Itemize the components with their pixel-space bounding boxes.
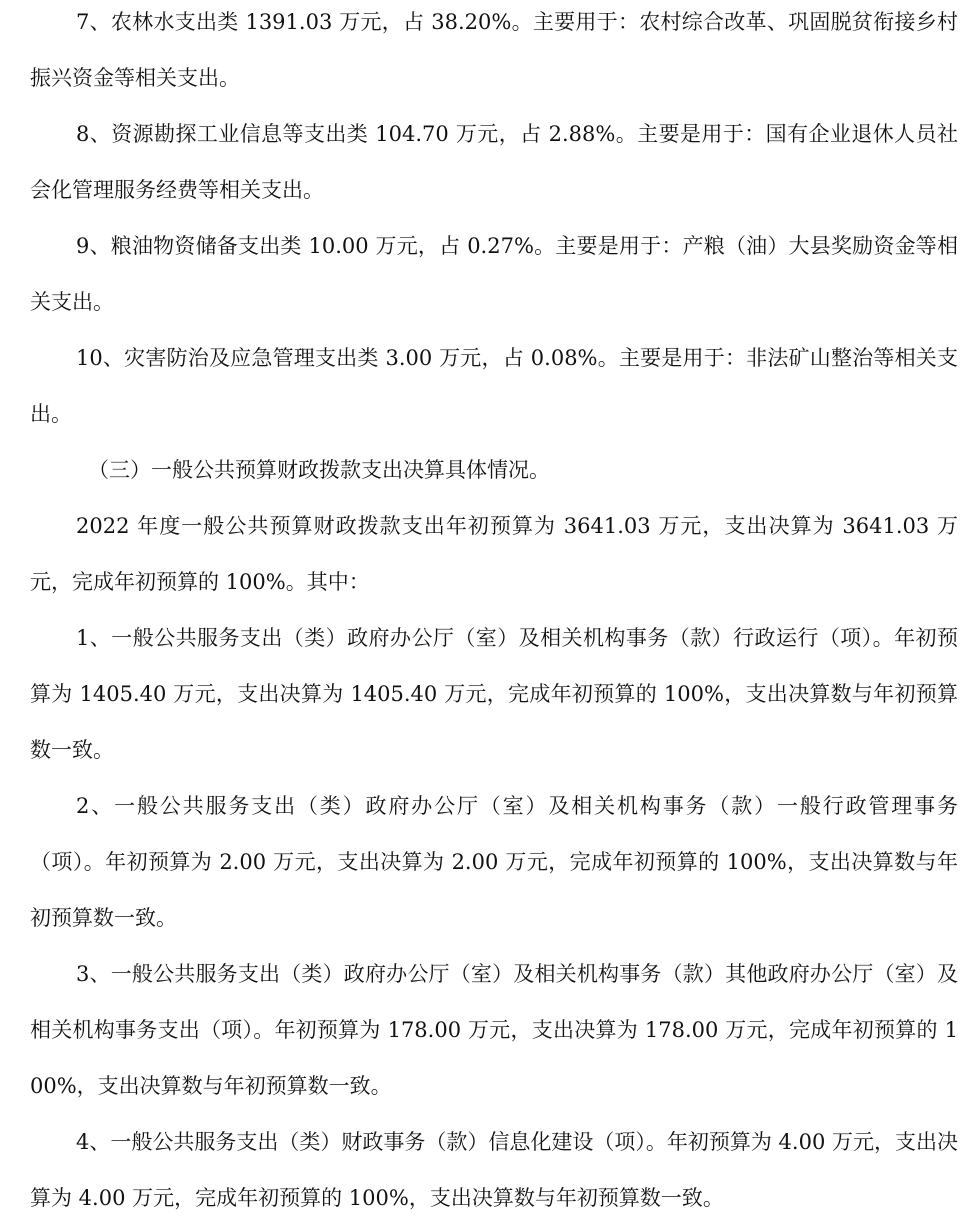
paragraph-disaster-prevention-expenditure: 10、灾害防治及应急管理支出类 3.00 万元，占 0.08%。主要是用于：非法矿山整治等相关支出。 <box>30 346 958 426</box>
paragraph-agriculture-expenditure: 7、农林水支出类 1391.03 万元，占 38.20%。主要用于：农村综合改革、巩固脱贫衔接乡村振兴资金等相关支出。 <box>30 10 958 90</box>
paragraph-item-other-office-affairs: 3、一般公共服务支出（类）政府办公厅（室）及相关机构事务（款）其他政府办公厅（室）及相关机构事务支出（项）。年初预算为 178.00 万元，支出决算为 178.00 万元，完成年初预算的 100%，支出决算数与年初预算数一致。 <box>30 962 958 1098</box>
paragraph-grain-oil-reserve-expenditure: 9、粮油物资储备支出类 10.00 万元，占 0.27%。主要是用于：产粮（油）大县奖励资金等相关支出。 <box>30 234 958 314</box>
paragraph-item-informatization-construction: 4、一般公共服务支出（类）财政事务（款）信息化建设（项）。年初预算为 4.00 万元，支出决算为 4.00 万元，完成年初预算的 100%，支出决算数与年初预算数一致。 <box>30 1130 958 1210</box>
paragraph-general-budget-summary: 2022 年度一般公共预算财政拨款支出年初预算为 3641.03 万元，支出决算为 3641.03 万元，完成年初预算的 100%。其中： <box>30 514 958 594</box>
paragraph-item-general-administrative-affairs: 2、一般公共服务支出（类）政府办公厅（室）及相关机构事务（款）一般行政管理事务（项）。年初预算为 2.00 万元，支出决算为 2.00 万元，完成年初预算的 100%，支出决算数与年初预算数一致。 <box>30 794 958 930</box>
paragraph-item-administrative-operation: 1、一般公共服务支出（类）政府办公厅（室）及相关机构事务（款）行政运行（项）。年初预算为 1405.40 万元，支出决算为 1405.40 万元，完成年初预算的 100%，支出决算数与年初预算数一致。 <box>30 626 958 762</box>
paragraph-resource-exploration-expenditure: 8、资源勘探工业信息等支出类 104.70 万元，占 2.88%。主要是用于：国有企业退休人员社会化管理服务经费等相关支出。 <box>30 122 958 202</box>
section-heading-general-budget-details: （三）一般公共预算财政拨款支出决算具体情况。 <box>88 458 550 482</box>
